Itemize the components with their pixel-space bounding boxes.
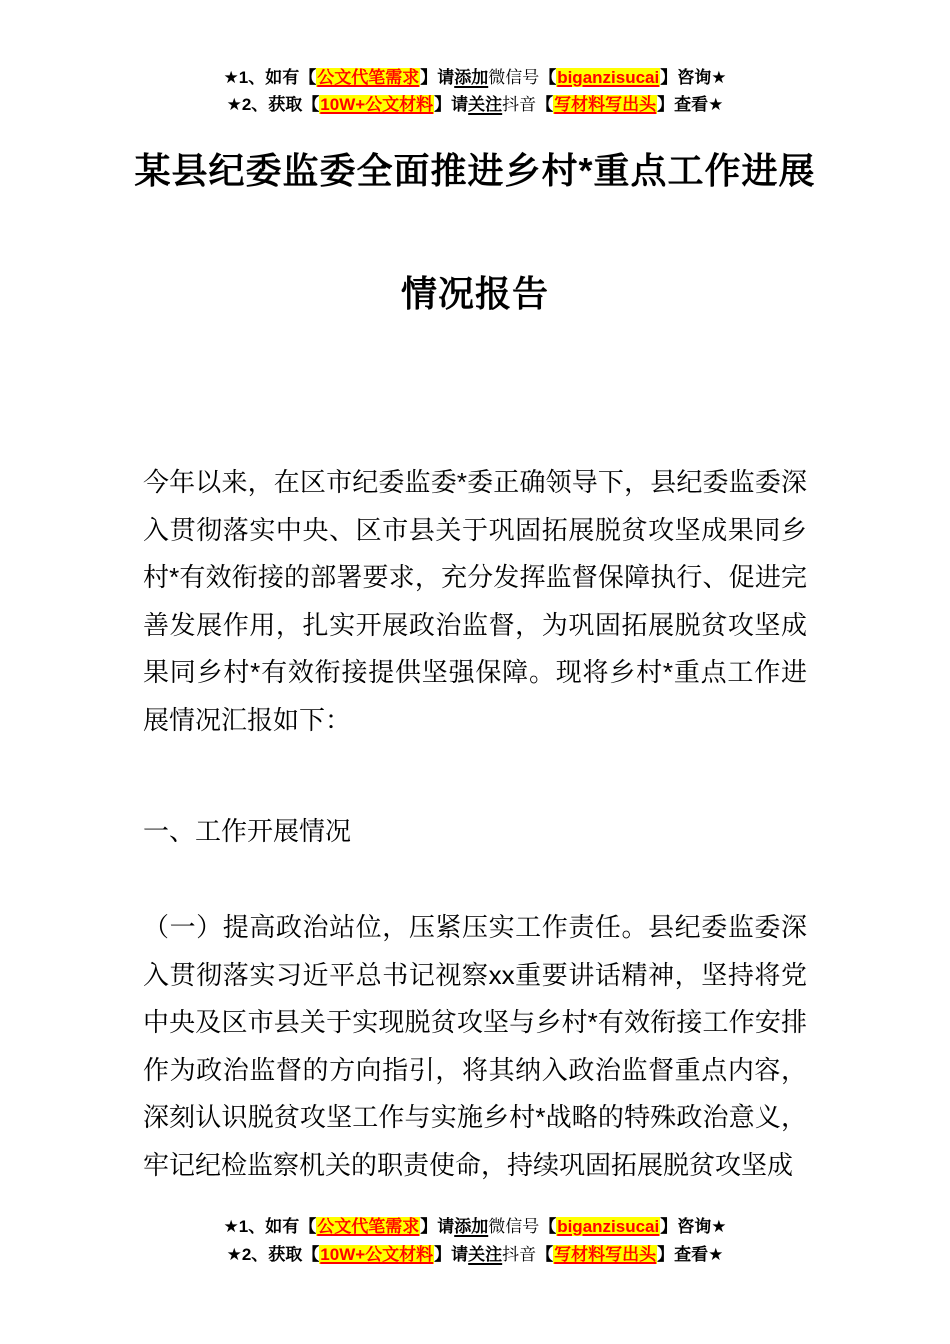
promo-douyin-account: 写材料写出头 [554,95,657,114]
promo-bracket: 【 [536,95,554,114]
promo-action-follow: 关注 [468,95,503,114]
footer-promo-line-2 [0,1241,950,1269]
document-title-line-1: 某县纪委监委全面推进乡村*重点工作进展 [134,150,816,191]
header-promo-line-2 [0,91,950,118]
promo-text: 】请 [434,1245,469,1264]
promo-platform-douyin: 抖音 [502,95,537,114]
promo-prefix: ★1、如有【 [223,1217,317,1236]
promo-prefix: ★2、获取【 [226,95,320,114]
header-promo-banner [0,64,950,118]
promo-suffix: 】查看★ [657,95,724,114]
section-1-heading: 一、工作开展情况 [143,816,352,846]
promo-suffix: 】查看★ [657,1245,724,1264]
footer-promo-line-1 [0,1213,950,1241]
document-title-line-2: 情况报告 [400,273,549,314]
promo-prefix: ★1、如有【 [223,68,317,87]
section-1-paragraph: （一）提高政治站位，压紧压实工作责任。县纪委监委深入贯彻落实习近平总书记视察xx重要讲话精神，坚持将党中央及区市县关于实现脱贫攻坚与乡村*有效衔接工作安排作为政治监督的方向指引，将其纳入政治监督重点内容，深刻认识脱贫攻坚工作与实施乡村*战略的特殊政治意义，牢记纪检监察机关的职责使命，持续巩固拓展脱贫攻坚成 [143,912,807,1180]
promo-platform-wechat: 微信号 [488,1217,540,1236]
promo-highlight-materials: 10W+公文材料 [320,1245,434,1264]
promo-bracket: 【 [536,1245,554,1264]
promo-action-add: 添加 [454,1217,489,1236]
promo-douyin-account: 写材料写出头 [554,1245,657,1264]
promo-bracket: 【 [539,68,557,87]
promo-action-add: 添加 [454,68,489,87]
promo-prefix: ★2、获取【 [226,1245,320,1264]
promo-platform-douyin: 抖音 [502,1245,537,1264]
promo-highlight-materials: 10W+公文材料 [320,95,434,114]
promo-suffix: 】咨询★ [660,68,727,87]
intro-paragraph: 今年以来，在区市纪委监委*委正确领导下，县纪委监委深入贯彻落实中央、区市县关于巩固拓展脱贫攻坚成果同乡村*有效衔接的部署要求，充分发挥监督保障执行、促进完善发展作用，扎实开展政治监督，为巩固拓展脱贫攻坚成果同乡村*有效衔接提供坚强保障。现将乡村*重点工作进展情况汇报如下： [143,467,807,735]
promo-text: 】请 [420,1217,455,1236]
promo-text: 】请 [434,95,469,114]
promo-action-follow: 关注 [468,1245,503,1264]
promo-wechat-id: biganzisucai [557,68,660,87]
footer-promo-banner [0,1213,950,1269]
promo-bracket: 【 [539,1217,557,1236]
promo-highlight-service: 公文代笔需求 [317,1217,420,1236]
promo-suffix: 】咨询★ [660,1217,727,1236]
promo-wechat-id: biganzisucai [557,1217,660,1236]
promo-text: 】请 [420,68,455,87]
header-promo-line-1 [0,64,950,91]
promo-highlight-service: 公文代笔需求 [317,68,420,87]
promo-platform-wechat: 微信号 [488,68,540,87]
